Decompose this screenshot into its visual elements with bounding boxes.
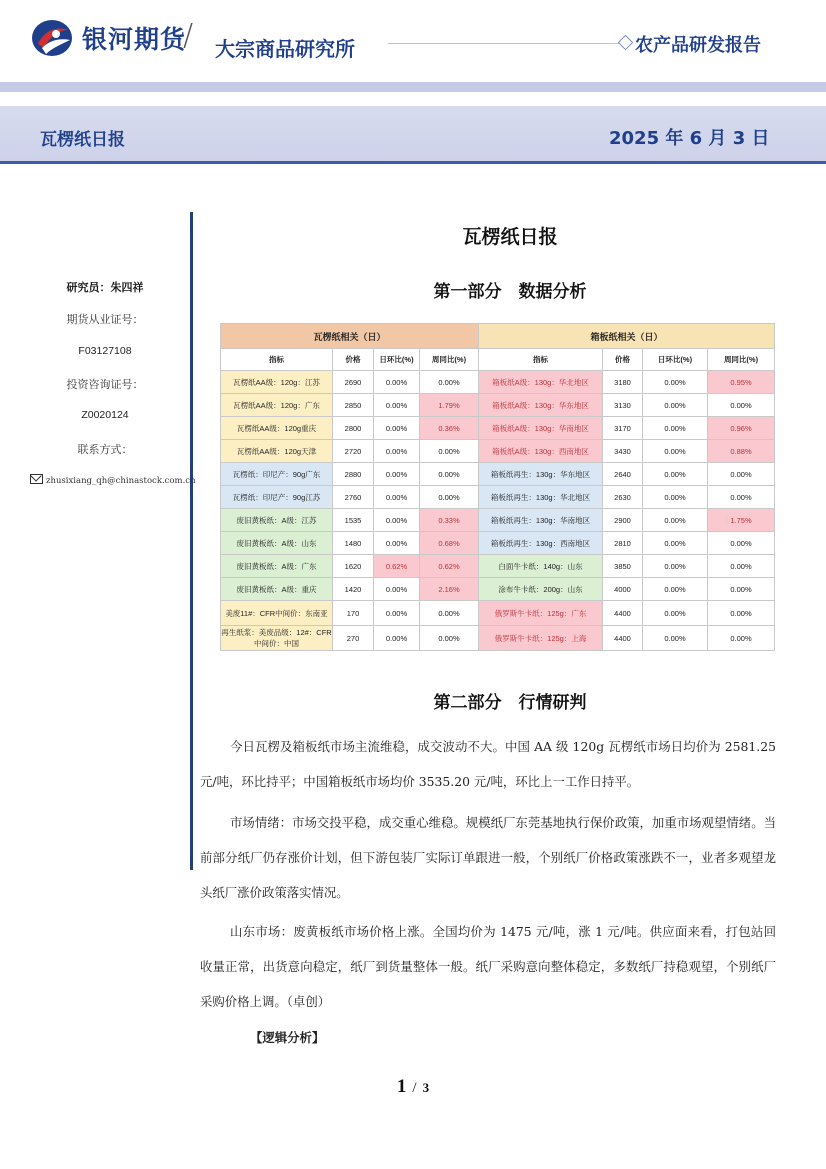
column-header: 指标 [221,349,333,371]
price-cell: 2630 [603,486,643,509]
daily-change-cell: 0.00% [374,601,420,626]
daily-change-cell: 0.00% [643,509,708,532]
weekly-change-cell: 0.95% [708,371,775,394]
institute-name: 大宗商品研究所 [215,37,355,61]
brand-name: 银河期货 [82,25,187,54]
daily-change-cell: 0.00% [643,486,708,509]
indicator-cell: 俄罗斯牛卡纸：125g：广东 [479,601,603,626]
price-cell: 1480 [333,532,374,555]
weekly-change-cell: 0.00% [420,486,479,509]
table-row [221,555,775,578]
weekly-change-cell: 0.00% [708,394,775,417]
daily-change-cell: 0.00% [374,532,420,555]
indicator-cell: 箱板纸再生：130g：西南地区 [479,532,603,555]
invest-cert-number: Z0020124 [81,409,129,421]
weekly-change-cell: 0.00% [420,440,479,463]
weekly-change-cell: 0.68% [420,532,479,555]
price-table [220,323,774,651]
report-header [0,0,826,82]
table-row [221,578,775,601]
weekly-change-cell: 0.00% [420,371,479,394]
indicator-cell: 箱板纸再生：130g：华北地区 [479,486,603,509]
weekly-change-cell: 0.96% [708,417,775,440]
daily-change-cell: 0.00% [374,463,420,486]
indicator-cell: 废旧黄板纸：A级：山东 [221,532,333,555]
contact-label: 联系方式： [77,443,133,456]
diamond-icon [618,35,634,51]
weekly-change-cell: 0.00% [708,486,775,509]
page-title: 瓦楞纸日报 [462,226,558,248]
indicator-cell: 废旧黄板纸：A级：广东 [221,555,333,578]
indicator-cell: 箱板纸再生：130g：华南地区 [479,509,603,532]
price-cell: 4400 [603,601,643,626]
price-cell: 3170 [603,417,643,440]
price-cell: 2900 [603,509,643,532]
table-row [221,509,775,532]
indicator-cell: 再生纸浆：美废品级：12#：CFR中间价：中国 [221,626,333,651]
header-rule [388,43,620,44]
logic-analysis-heading: 【逻辑分析】 [250,1030,325,1045]
weekly-change-cell: 0.00% [420,463,479,486]
analysis-paragraph: 山东市场：废黄板纸市场价格上涨。全国均价为 1475 元/吨，涨 1 元/吨。供应面来看，打包站回收量正常，出货意向稳定，纸厂到货量整体一般。纸厂采购意向整体稳定，多数纸厂持稳观望，个别纸厂采购价格上调。（卓创） [200,924,776,1009]
indicator-cell: 白面牛卡纸：140g：山东 [479,555,603,578]
daily-change-cell: 0.00% [643,394,708,417]
weekly-change-cell: 1.79% [420,394,479,417]
price-cell: 270 [333,626,374,651]
price-cell: 2800 [333,417,374,440]
indicator-cell: 瓦楞纸：印尼产：90g江苏 [221,486,333,509]
weekly-change-cell: 0.62% [420,555,479,578]
analysis-paragraph: 市场情绪：市场交投平稳，成交重心维稳。规模纸厂东莞基地执行保价政策，加重市场观望情绪。当前部分纸厂仍存涨价计划，但下游包装厂实际订单跟进一般，个别纸厂价格政策涨跌不一，业者多观望龙头纸厂涨价政策落实情况。 [200,815,776,900]
section-1-heading: 第一部分 数据分析 [433,282,587,302]
researcher-name: 研究员：朱四祥 [66,281,144,294]
indicator-cell: 箱板纸A级：130g：华东地区 [479,394,603,417]
page-separator: / [412,1080,417,1096]
group-header-corrugated: 瓦楞纸相关（日） [221,324,479,349]
header-gap [0,92,826,106]
total-pages: 3 [422,1080,430,1095]
column-header: 价格 [333,349,374,371]
analysis-paragraph: 今日瓦楞及箱板纸市场主流维稳，成交波动不大。中国 AA 级 120g 瓦楞纸市场日均价为 2581.25 元/吨，环比持平；中国箱板纸市场均价 3535.20 元/吨，环比上一工作日持平。 [200,739,776,789]
weekly-change-cell: 0.36% [420,417,479,440]
daily-change-cell: 0.00% [374,509,420,532]
header-divider: / [183,18,194,53]
daily-change-cell: 0.00% [374,394,420,417]
column-header: 指标 [479,349,603,371]
weekly-change-cell: 2.16% [420,578,479,601]
indicator-cell: 箱板纸A级：130g：西南地区 [479,440,603,463]
price-cell: 3850 [603,555,643,578]
daily-change-cell: 0.00% [643,578,708,601]
mail-icon [30,474,43,484]
price-cell: 170 [333,601,374,626]
table-row [221,463,775,486]
futures-cert-label: 期货从业证号： [66,313,144,326]
futures-cert-number: F03127108 [78,345,132,357]
indicator-cell: 瓦楞纸AA级：120g重庆 [221,417,333,440]
weekly-change-cell: 0.00% [708,626,775,651]
price-cell: 3430 [603,440,643,463]
report-type: 农产品研发报告 [635,35,761,56]
weekly-change-cell: 0.00% [708,463,775,486]
daily-change-cell: 0.00% [374,486,420,509]
email-text[interactable]: zhusixiang_qh@chinastock.com.cn [46,476,196,486]
page-number [0,1076,826,1098]
table-row [221,601,775,626]
column-header: 日环比(%) [643,349,708,371]
indicator-cell: 瓦楞纸：印尼产：90g广东 [221,463,333,486]
price-cell: 2880 [333,463,374,486]
title-band-rule [0,161,826,164]
sidebar-divider [190,212,193,870]
daily-change-cell: 0.00% [643,371,708,394]
daily-change-cell: 0.00% [643,532,708,555]
indicator-cell: 箱板纸A级：130g：华南地区 [479,417,603,440]
indicator-cell: 美废11#：CFR中间价：东南亚 [221,601,333,626]
report-date: 2025 年 6 月 3 日 [609,128,770,149]
report-name: 瓦楞纸日报 [40,130,125,150]
daily-change-cell: 0.00% [374,417,420,440]
invest-cert-label: 投资咨询证号： [66,378,144,391]
weekly-change-cell: 1.75% [708,509,775,532]
column-header: 周同比(%) [420,349,479,371]
price-cell: 2850 [333,394,374,417]
indicator-cell: 涂布牛卡纸：200g：山东 [479,578,603,601]
price-cell: 4400 [603,626,643,651]
price-cell: 2640 [603,463,643,486]
price-cell: 1420 [333,578,374,601]
weekly-change-cell: 0.00% [708,578,775,601]
price-cell: 3180 [603,371,643,394]
table-row [221,532,775,555]
weekly-change-cell: 0.00% [420,601,479,626]
price-cell: 2760 [333,486,374,509]
table-row [221,417,775,440]
daily-change-cell: 0.00% [374,440,420,463]
daily-change-cell: 0.00% [643,601,708,626]
weekly-change-cell: 0.00% [420,626,479,651]
weekly-change-cell: 0.00% [708,555,775,578]
indicator-cell: 废旧黄板纸：A级：江苏 [221,509,333,532]
group-header-containerboard: 箱板纸相关（日） [479,324,775,349]
contact-email[interactable] [30,474,196,486]
galaxy-logo-icon [30,18,74,58]
table-row [221,486,775,509]
daily-change-cell: 0.00% [374,371,420,394]
daily-change-cell: 0.00% [643,417,708,440]
weekly-change-cell: 0.00% [708,601,775,626]
daily-change-cell: 0.62% [374,555,420,578]
price-cell: 1620 [333,555,374,578]
indicator-cell: 瓦楞纸AA级：120g天津 [221,440,333,463]
column-header: 周同比(%) [708,349,775,371]
daily-change-cell: 0.00% [643,463,708,486]
indicator-cell: 瓦楞纸AA级：120g：江苏 [221,371,333,394]
price-cell: 2720 [333,440,374,463]
current-page: 1 [396,1076,407,1097]
daily-change-cell: 0.00% [643,626,708,651]
daily-change-cell: 0.00% [643,440,708,463]
indicator-cell: 俄罗斯牛卡纸：125g：上海 [479,626,603,651]
price-cell: 3130 [603,394,643,417]
table-row [221,440,775,463]
indicator-cell: 瓦楞纸AA级：120g：广东 [221,394,333,417]
indicator-cell: 箱板纸A级：130g：华北地区 [479,371,603,394]
section-2-heading: 第二部分 行情研判 [433,693,587,713]
table-row [221,394,775,417]
indicator-cell: 废旧黄板纸：A级：重庆 [221,578,333,601]
daily-change-cell: 0.00% [643,555,708,578]
price-cell: 4000 [603,578,643,601]
weekly-change-cell: 0.33% [420,509,479,532]
weekly-change-cell: 0.88% [708,440,775,463]
header-band-top [0,82,826,92]
table-row [221,626,775,651]
price-cell: 1535 [333,509,374,532]
column-header: 日环比(%) [374,349,420,371]
indicator-cell: 箱板纸再生：130g：华东地区 [479,463,603,486]
table-row [221,371,775,394]
price-cell: 2690 [333,371,374,394]
daily-change-cell: 0.00% [374,578,420,601]
column-header: 价格 [603,349,643,371]
daily-change-cell: 0.00% [374,626,420,651]
price-cell: 2810 [603,532,643,555]
weekly-change-cell: 0.00% [708,532,775,555]
